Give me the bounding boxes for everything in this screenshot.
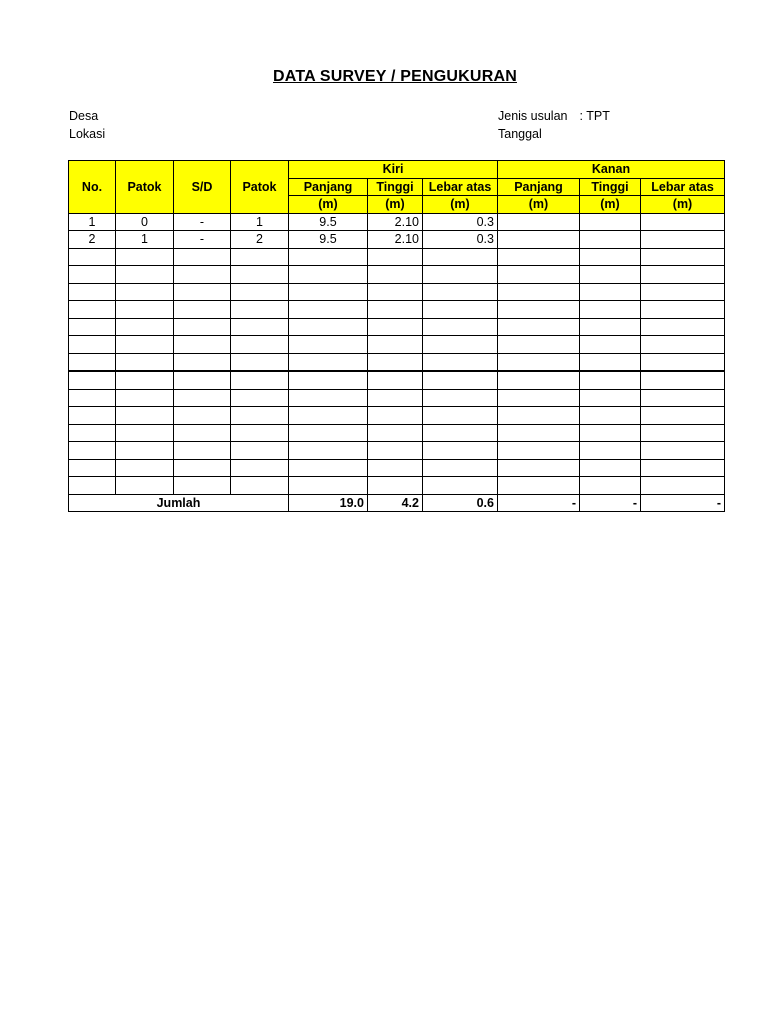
- table-cell-empty: [69, 248, 116, 266]
- table-cell-empty: [289, 318, 368, 336]
- table-cell-empty: [423, 477, 498, 495]
- cell-kanan-lebar: [641, 231, 725, 249]
- table-cell-empty: [498, 407, 580, 425]
- header-unit: (m): [498, 196, 580, 214]
- table-cell-empty: [580, 424, 641, 442]
- table-cell-empty: [423, 424, 498, 442]
- table-cell-empty: [69, 424, 116, 442]
- table-cell-empty: [498, 459, 580, 477]
- cell-kiri-lebar: 0.3: [423, 213, 498, 231]
- table-cell-empty: [231, 353, 289, 371]
- total-kiri-panjang: 19.0: [289, 494, 368, 512]
- table-cell-empty: [69, 318, 116, 336]
- cell-no: 2: [69, 231, 116, 249]
- table-cell-empty: [368, 301, 423, 319]
- table-cell-empty: [423, 301, 498, 319]
- cell-kanan-lebar: [641, 213, 725, 231]
- table-cell-empty: [231, 371, 289, 389]
- total-kiri-lebar: 0.6: [423, 494, 498, 512]
- table-cell-empty: [231, 301, 289, 319]
- table-cell-empty: [289, 248, 368, 266]
- header-unit: (m): [368, 196, 423, 214]
- table-cell-empty: [289, 389, 368, 407]
- table-cell-empty: [498, 371, 580, 389]
- table-cell-empty: [641, 283, 725, 301]
- table-cell-empty: [641, 371, 725, 389]
- table-cell-empty: [174, 353, 231, 371]
- table-cell-empty: [69, 336, 116, 354]
- table-cell-empty: [174, 477, 231, 495]
- table-row-empty: [69, 336, 725, 354]
- cell-no: 1: [69, 213, 116, 231]
- table-row-empty: [69, 283, 725, 301]
- table-cell-empty: [231, 248, 289, 266]
- table-cell-empty: [641, 336, 725, 354]
- table-cell-empty: [116, 353, 174, 371]
- table-cell-empty: [174, 318, 231, 336]
- table-cell-empty: [368, 353, 423, 371]
- table-cell-empty: [423, 266, 498, 284]
- table-cell-empty: [580, 283, 641, 301]
- table-cell-empty: [289, 442, 368, 460]
- table-cell-empty: [368, 389, 423, 407]
- header-unit: (m): [641, 196, 725, 214]
- header-kiri: Kiri: [289, 161, 498, 179]
- table-cell-empty: [69, 301, 116, 319]
- lokasi-label: Lokasi: [69, 127, 106, 141]
- jenis-usulan-line: [498, 107, 610, 125]
- table-cell-empty: [116, 477, 174, 495]
- table-cell-empty: [368, 318, 423, 336]
- table-cell-empty: [116, 318, 174, 336]
- table-cell-empty: [116, 248, 174, 266]
- table-cell-empty: [368, 477, 423, 495]
- table-cell-empty: [116, 283, 174, 301]
- table-cell-empty: [289, 407, 368, 425]
- table-cell-empty: [580, 336, 641, 354]
- table-cell-empty: [116, 371, 174, 389]
- table-cell-empty: [641, 477, 725, 495]
- table-cell-empty: [289, 283, 368, 301]
- table-cell-empty: [580, 266, 641, 284]
- desa-label: Desa: [69, 109, 99, 123]
- table-cell-empty: [174, 424, 231, 442]
- header-sd: S/D: [174, 161, 231, 214]
- table-cell-empty: [641, 389, 725, 407]
- table-cell-empty: [368, 248, 423, 266]
- tanggal-label: Tanggal: [498, 127, 542, 141]
- table-cell-empty: [580, 371, 641, 389]
- table-cell-empty: [641, 459, 725, 477]
- table-cell-empty: [174, 407, 231, 425]
- cell-patok-from: 1: [116, 231, 174, 249]
- cell-sd: -: [174, 213, 231, 231]
- table-cell-empty: [580, 477, 641, 495]
- table-cell-empty: [580, 318, 641, 336]
- survey-table: [68, 160, 725, 512]
- header-kanan-tinggi: Tinggi: [580, 178, 641, 196]
- table-cell-empty: [641, 318, 725, 336]
- table-cell-empty: [498, 283, 580, 301]
- table-cell-empty: [116, 389, 174, 407]
- table-cell-empty: [368, 442, 423, 460]
- table-cell-empty: [641, 248, 725, 266]
- table-cell-empty: [423, 283, 498, 301]
- table-cell-empty: [368, 266, 423, 284]
- table-row-empty: [69, 301, 725, 319]
- table-cell-empty: [231, 459, 289, 477]
- cell-kanan-tinggi: [580, 231, 641, 249]
- table-cell-empty: [174, 459, 231, 477]
- table-cell-empty: [116, 266, 174, 284]
- table-cell-empty: [69, 266, 116, 284]
- table-row: [69, 231, 725, 249]
- document-title: DATA SURVEY / PENGUKURAN: [273, 68, 517, 85]
- table-cell-empty: [498, 248, 580, 266]
- total-row: [69, 494, 725, 512]
- table-cell-empty: [231, 283, 289, 301]
- cell-kanan-tinggi: [580, 213, 641, 231]
- table-row-empty: [69, 266, 725, 284]
- table-cell-empty: [580, 459, 641, 477]
- table-cell-empty: [368, 336, 423, 354]
- table-cell-empty: [116, 459, 174, 477]
- cell-kiri-panjang: 9.5: [289, 213, 368, 231]
- table-cell-empty: [641, 266, 725, 284]
- total-kanan-panjang: -: [498, 494, 580, 512]
- cell-kiri-panjang: 9.5: [289, 231, 368, 249]
- table-cell-empty: [231, 266, 289, 284]
- cell-kanan-panjang: [498, 213, 580, 231]
- table-row-empty: [69, 459, 725, 477]
- table-cell-empty: [423, 336, 498, 354]
- table-row-empty: [69, 353, 725, 371]
- table-cell-empty: [498, 389, 580, 407]
- header-patok-from: Patok: [116, 161, 174, 214]
- table-cell-empty: [231, 442, 289, 460]
- table-cell-empty: [289, 266, 368, 284]
- header-kiri-panjang: Panjang: [289, 178, 368, 196]
- table-cell-empty: [289, 301, 368, 319]
- table-cell-empty: [498, 477, 580, 495]
- table-cell-empty: [368, 407, 423, 425]
- cell-kanan-panjang: [498, 231, 580, 249]
- table-cell-empty: [423, 442, 498, 460]
- table-cell-empty: [423, 248, 498, 266]
- jenis-usulan-value: : TPT: [579, 109, 610, 123]
- table-cell-empty: [116, 301, 174, 319]
- table-cell-empty: [641, 353, 725, 371]
- table-cell-empty: [641, 424, 725, 442]
- table-cell-empty: [231, 407, 289, 425]
- table-cell-empty: [580, 389, 641, 407]
- table-cell-empty: [498, 266, 580, 284]
- table-row-empty: [69, 389, 725, 407]
- table-cell-empty: [368, 283, 423, 301]
- header-kiri-tinggi: Tinggi: [368, 178, 423, 196]
- table-cell-empty: [116, 407, 174, 425]
- table-cell-empty: [69, 283, 116, 301]
- total-kanan-tinggi: -: [580, 494, 641, 512]
- header-kanan: Kanan: [498, 161, 725, 179]
- table-cell-empty: [174, 266, 231, 284]
- table-cell-empty: [580, 248, 641, 266]
- table-row-empty: [69, 248, 725, 266]
- cell-patok-from: 0: [116, 213, 174, 231]
- info-left: [69, 107, 105, 143]
- table-cell-empty: [641, 301, 725, 319]
- total-label: Jumlah: [69, 494, 289, 512]
- table-cell-empty: [174, 248, 231, 266]
- table-cell-empty: [289, 459, 368, 477]
- total-kiri-tinggi: 4.2: [368, 494, 423, 512]
- table-cell-empty: [69, 389, 116, 407]
- table-cell-empty: [69, 371, 116, 389]
- header-no: No.: [69, 161, 116, 214]
- table-cell-empty: [174, 301, 231, 319]
- cell-sd: -: [174, 231, 231, 249]
- table-row-empty: [69, 318, 725, 336]
- table-cell-empty: [116, 424, 174, 442]
- table-cell-empty: [641, 442, 725, 460]
- table-cell-empty: [368, 424, 423, 442]
- table-cell-empty: [289, 477, 368, 495]
- table-cell-empty: [580, 353, 641, 371]
- table-cell-empty: [498, 336, 580, 354]
- table-cell-empty: [69, 353, 116, 371]
- header-unit: (m): [580, 196, 641, 214]
- table-cell-empty: [580, 301, 641, 319]
- table-cell-empty: [423, 389, 498, 407]
- header-kanan-panjang: Panjang: [498, 178, 580, 196]
- cell-patok-to: 1: [231, 213, 289, 231]
- total-kanan-lebar: -: [641, 494, 725, 512]
- table-cell-empty: [174, 371, 231, 389]
- table-row-empty: [69, 442, 725, 460]
- table-cell-empty: [498, 442, 580, 460]
- table-row: [69, 213, 725, 231]
- table-cell-empty: [231, 424, 289, 442]
- cell-kiri-lebar: 0.3: [423, 231, 498, 249]
- table-row-empty: [69, 424, 725, 442]
- table-body: [69, 213, 725, 494]
- table-cell-empty: [368, 371, 423, 389]
- table-cell-empty: [174, 336, 231, 354]
- table-cell-empty: [368, 459, 423, 477]
- table-cell-empty: [580, 407, 641, 425]
- table-cell-empty: [423, 318, 498, 336]
- table-cell-empty: [174, 389, 231, 407]
- table-cell-empty: [116, 336, 174, 354]
- cell-kiri-tinggi: 2.10: [368, 213, 423, 231]
- table-row-empty: [69, 477, 725, 495]
- table-cell-empty: [289, 424, 368, 442]
- table-cell-empty: [498, 353, 580, 371]
- table-cell-empty: [69, 459, 116, 477]
- table-cell-empty: [289, 353, 368, 371]
- table-cell-empty: [231, 477, 289, 495]
- table-cell-empty: [423, 407, 498, 425]
- table-cell-empty: [231, 336, 289, 354]
- jenis-usulan-label: Jenis usulan: [498, 109, 568, 123]
- table-header: [69, 161, 725, 214]
- table-cell-empty: [498, 301, 580, 319]
- table-cell-empty: [580, 442, 641, 460]
- table-cell-empty: [174, 283, 231, 301]
- table-cell-empty: [69, 407, 116, 425]
- table-cell-empty: [174, 442, 231, 460]
- cell-patok-to: 2: [231, 231, 289, 249]
- info-right: [498, 107, 610, 143]
- table-cell-empty: [423, 353, 498, 371]
- table-cell-empty: [231, 318, 289, 336]
- table-cell-empty: [69, 442, 116, 460]
- table-row-empty: [69, 371, 725, 389]
- table-cell-empty: [231, 389, 289, 407]
- table-cell-empty: [116, 442, 174, 460]
- table-cell-empty: [498, 424, 580, 442]
- table-cell-empty: [498, 318, 580, 336]
- table-cell-empty: [289, 336, 368, 354]
- table-cell-empty: [641, 407, 725, 425]
- cell-kiri-tinggi: 2.10: [368, 231, 423, 249]
- header-kiri-lebar: Lebar atas: [423, 178, 498, 196]
- table-cell-empty: [423, 371, 498, 389]
- table-row-empty: [69, 407, 725, 425]
- header-unit: (m): [289, 196, 368, 214]
- table-cell-empty: [69, 477, 116, 495]
- header-kanan-lebar: Lebar atas: [641, 178, 725, 196]
- header-patok-to: Patok: [231, 161, 289, 214]
- header-unit: (m): [423, 196, 498, 214]
- table-cell-empty: [289, 371, 368, 389]
- table-cell-empty: [423, 459, 498, 477]
